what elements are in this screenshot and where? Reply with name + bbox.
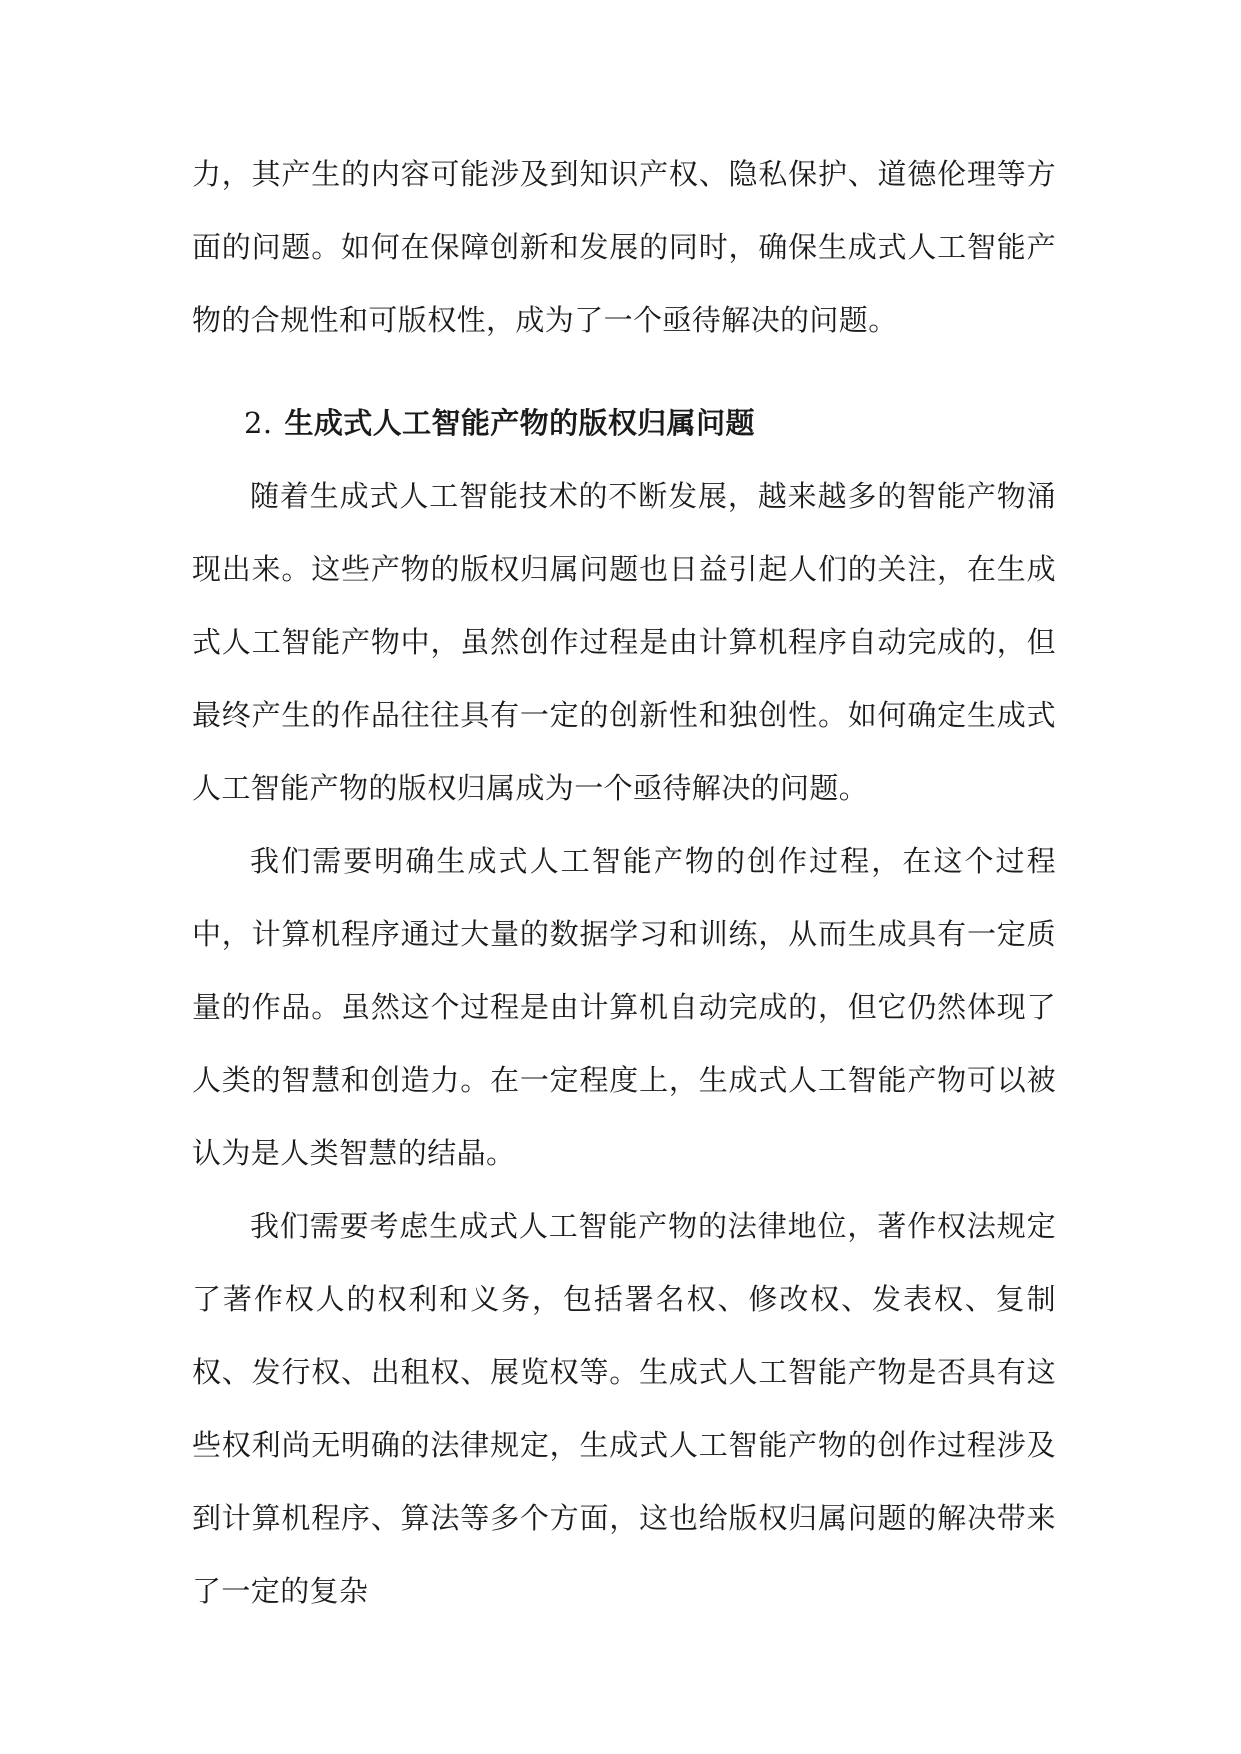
- section-gap: [192, 357, 1056, 387]
- section-title: 生成式人工智能产物的版权归属问题: [284, 406, 755, 440]
- paragraph-3: 我们需要考虑生成式人工智能产物的法律地位，著作权法规定了著作权人的权利和义务，包括署名权、修改权、发表权、复制权、发行权、出租权、展览权等。生成式人工智能产物是否具有这些权利尚无明确的法律规定，生成式人工智能产物的创作过程涉及到计算机程序、算法等多个方面，这也给版权归属问题的解决带来了一定的复杂: [192, 1209, 1056, 1608]
- section-number: 2.: [244, 406, 273, 440]
- section-heading: [192, 387, 1056, 460]
- paragraph-2: 我们需要明确生成式人工智能产物的创作过程，在这个过程中，计算机程序通过大量的数据学习和训练，从而生成具有一定质量的作品。虽然这个过程是由计算机自动完成的，但它仍然体现了人类的智慧和创造力。在一定程度上，生成式人工智能产物可以被认为是人类智慧的结晶。: [192, 844, 1056, 1170]
- paragraph-1: 随着生成式人工智能技术的不断发展，越来越多的智能产物涌现出来。这些产物的版权归属问题也日益引起人们的关注，在生成式人工智能产物中，虽然创作过程是由计算机程序自动完成的，但最终产生的作品往往具有一定的创新性和独创性。如何确定生成式人工智能产物的版权归属成为一个亟待解决的问题。: [192, 479, 1056, 805]
- paragraph-continuation: 力，其产生的内容可能涉及到知识产权、隐私保护、道德伦理等方面的问题。如何在保障创新和发展的同时，确保生成式人工智能产物的合规性和可版权性，成为了一个亟待解决的问题。: [192, 157, 1056, 337]
- page-content: [192, 138, 1056, 1628]
